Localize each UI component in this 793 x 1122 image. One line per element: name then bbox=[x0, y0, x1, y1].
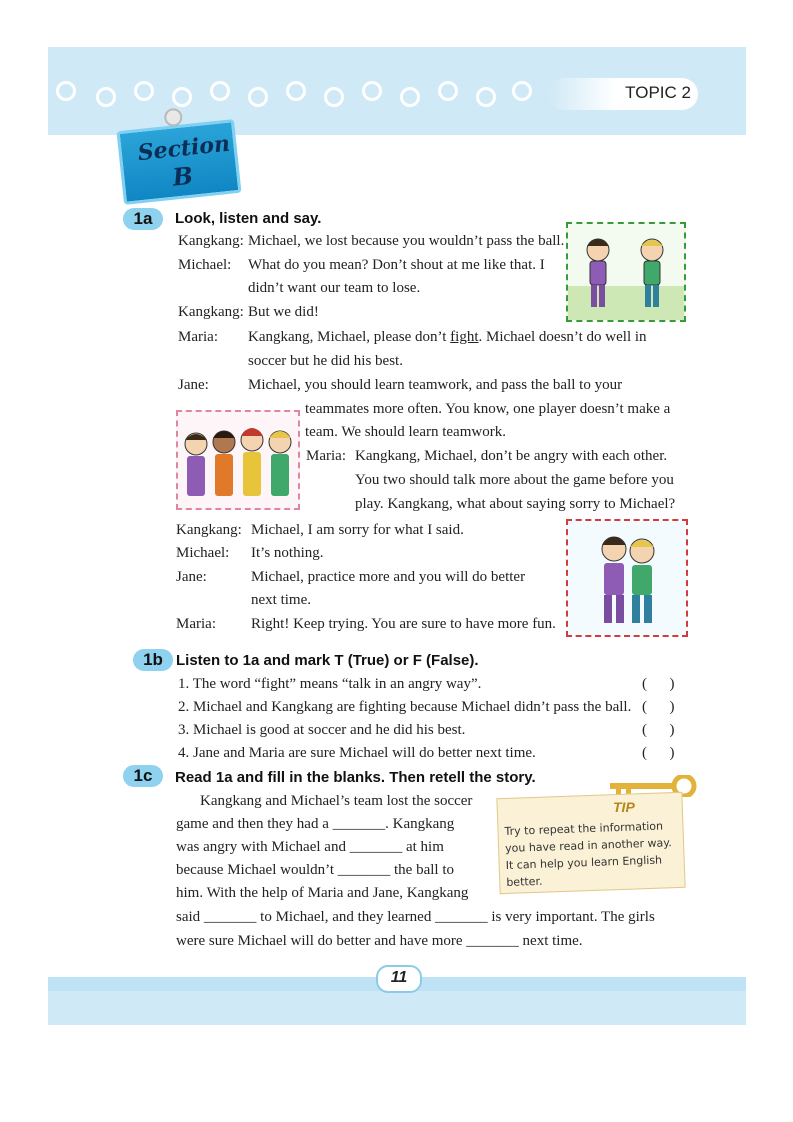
text-run: Kangkang, Michael, please don’t bbox=[248, 329, 451, 345]
dialogue-line: Kangkang, Michael, don’t be angry with each other. bbox=[355, 448, 668, 464]
dialogue-line: next time. bbox=[251, 592, 311, 608]
tip-text: Try to repeat the information you have read in another way. It can help you learn English better. bbox=[504, 819, 672, 889]
exercise-item: 3. Michael is good at soccer and he did his best. bbox=[178, 722, 466, 738]
badge-1c: 1c bbox=[123, 765, 163, 787]
badge-1a: 1a bbox=[123, 208, 163, 230]
speaker: Maria: bbox=[176, 616, 216, 632]
heading-1c: Read 1a and fill in the blanks. Then retell the story. bbox=[175, 769, 536, 786]
topic-label: TOPIC 2 bbox=[625, 83, 691, 102]
textbook-page bbox=[48, 47, 746, 1025]
dialogue-line: teammates more often. You know, one player doesn’t make a bbox=[305, 401, 671, 417]
dialogue-line: What do you mean? Don’t shout at me like that. I bbox=[248, 257, 545, 273]
dialogue-line: But we did! bbox=[248, 304, 319, 320]
speaker: Kangkang: bbox=[176, 522, 242, 538]
answer-bracket[interactable]: ( ) bbox=[642, 676, 675, 692]
answer-bracket[interactable]: ( ) bbox=[642, 699, 675, 715]
passage-line: was angry with Michael and _______ at him bbox=[176, 839, 444, 855]
passage-line: game and then they had a _______. Kangkang bbox=[176, 816, 455, 832]
passage-line: said _______ to Michael, and they learned _______ is very important. The girls bbox=[176, 909, 655, 925]
dialogue-line bbox=[248, 329, 647, 346]
circle-icon bbox=[512, 81, 532, 101]
decorative-circles bbox=[48, 77, 548, 107]
dialogue-line: You two should talk more about the game before you bbox=[355, 472, 674, 488]
illustration-boys-arguing bbox=[566, 222, 686, 322]
speaker: Maria: bbox=[306, 448, 346, 464]
circle-icon bbox=[248, 87, 268, 107]
heading-1a: Look, listen and say. bbox=[175, 210, 322, 227]
circle-icon bbox=[210, 81, 230, 101]
speaker: Kangkang: bbox=[178, 304, 244, 320]
exercise-item: 1. The word “fight” means “talk in an angry way”. bbox=[178, 676, 482, 692]
dialogue-line: It’s nothing. bbox=[251, 545, 324, 561]
circle-icon bbox=[438, 81, 458, 101]
dialogue-line: Michael, we lost because you wouldn’t pass the ball. bbox=[248, 233, 565, 249]
circle-icon bbox=[56, 81, 76, 101]
circle-icon bbox=[476, 87, 496, 107]
circle-icon bbox=[96, 87, 116, 107]
tip-label: TIP bbox=[613, 799, 635, 815]
four-kids-drawing bbox=[178, 412, 298, 508]
section-letter: B bbox=[171, 160, 195, 192]
underlined-word: fight bbox=[450, 329, 479, 345]
exercise-item: 4. Jane and Maria are sure Michael will do better next time. bbox=[178, 745, 536, 761]
circle-icon bbox=[134, 81, 154, 101]
tip-box bbox=[496, 792, 685, 894]
answer-bracket[interactable]: ( ) bbox=[642, 745, 675, 761]
dialogue-line: team. We should learn teamwork. bbox=[305, 424, 506, 440]
passage-line: were sure Michael will do better and have more _______ next time. bbox=[176, 933, 583, 949]
speaker: Kangkang: bbox=[178, 233, 244, 249]
dialogue-line: Michael, I am sorry for what I said. bbox=[251, 522, 464, 538]
badge-1b: 1b bbox=[133, 649, 173, 671]
header-band bbox=[48, 47, 746, 135]
speaker: Maria: bbox=[178, 329, 218, 345]
speaker: Jane: bbox=[178, 377, 209, 393]
circle-icon bbox=[362, 81, 382, 101]
circle-icon bbox=[172, 87, 192, 107]
dialogue-line: soccer but he did his best. bbox=[248, 353, 403, 369]
circle-icon bbox=[286, 81, 306, 101]
passage-line: because Michael wouldn’t _______ the ball to bbox=[176, 862, 454, 878]
circle-icon bbox=[400, 87, 420, 107]
answer-bracket[interactable]: ( ) bbox=[642, 722, 675, 738]
section-sign bbox=[116, 119, 241, 205]
dialogue-line: play. Kangkang, what about saying sorry to Michael? bbox=[355, 496, 676, 512]
illustration-boys-hugging bbox=[566, 519, 688, 637]
illustration-four-kids bbox=[176, 410, 300, 510]
exercise-item: 2. Michael and Kangkang are fighting because Michael didn’t pass the ball. bbox=[178, 699, 632, 715]
dialogue-line: didn’t want our team to lose. bbox=[248, 280, 421, 296]
dialogue-line: Michael, you should learn teamwork, and pass the ball to your bbox=[248, 377, 623, 393]
circle-icon bbox=[324, 87, 344, 107]
page-number: 11 bbox=[376, 965, 422, 993]
dialogue-line: Right! Keep trying. You are sure to have more fun. bbox=[251, 616, 556, 632]
heading-1b: Listen to 1a and mark T (True) or F (False). bbox=[176, 652, 479, 669]
speaker: Michael: bbox=[176, 545, 230, 561]
boys-arguing-drawing bbox=[568, 224, 684, 320]
passage-line: him. With the help of Maria and Jane, Kangkang bbox=[176, 885, 469, 901]
dialogue-line: Michael, practice more and you will do better bbox=[251, 569, 526, 585]
boys-hugging-drawing bbox=[568, 521, 686, 635]
passage-line: Kangkang and Michael’s team lost the soccer bbox=[200, 793, 473, 809]
section-word: Section bbox=[136, 130, 232, 167]
speaker: Michael: bbox=[178, 257, 232, 273]
speaker: Jane: bbox=[176, 569, 207, 585]
text-run: . Michael doesn’t do well in bbox=[478, 329, 647, 345]
